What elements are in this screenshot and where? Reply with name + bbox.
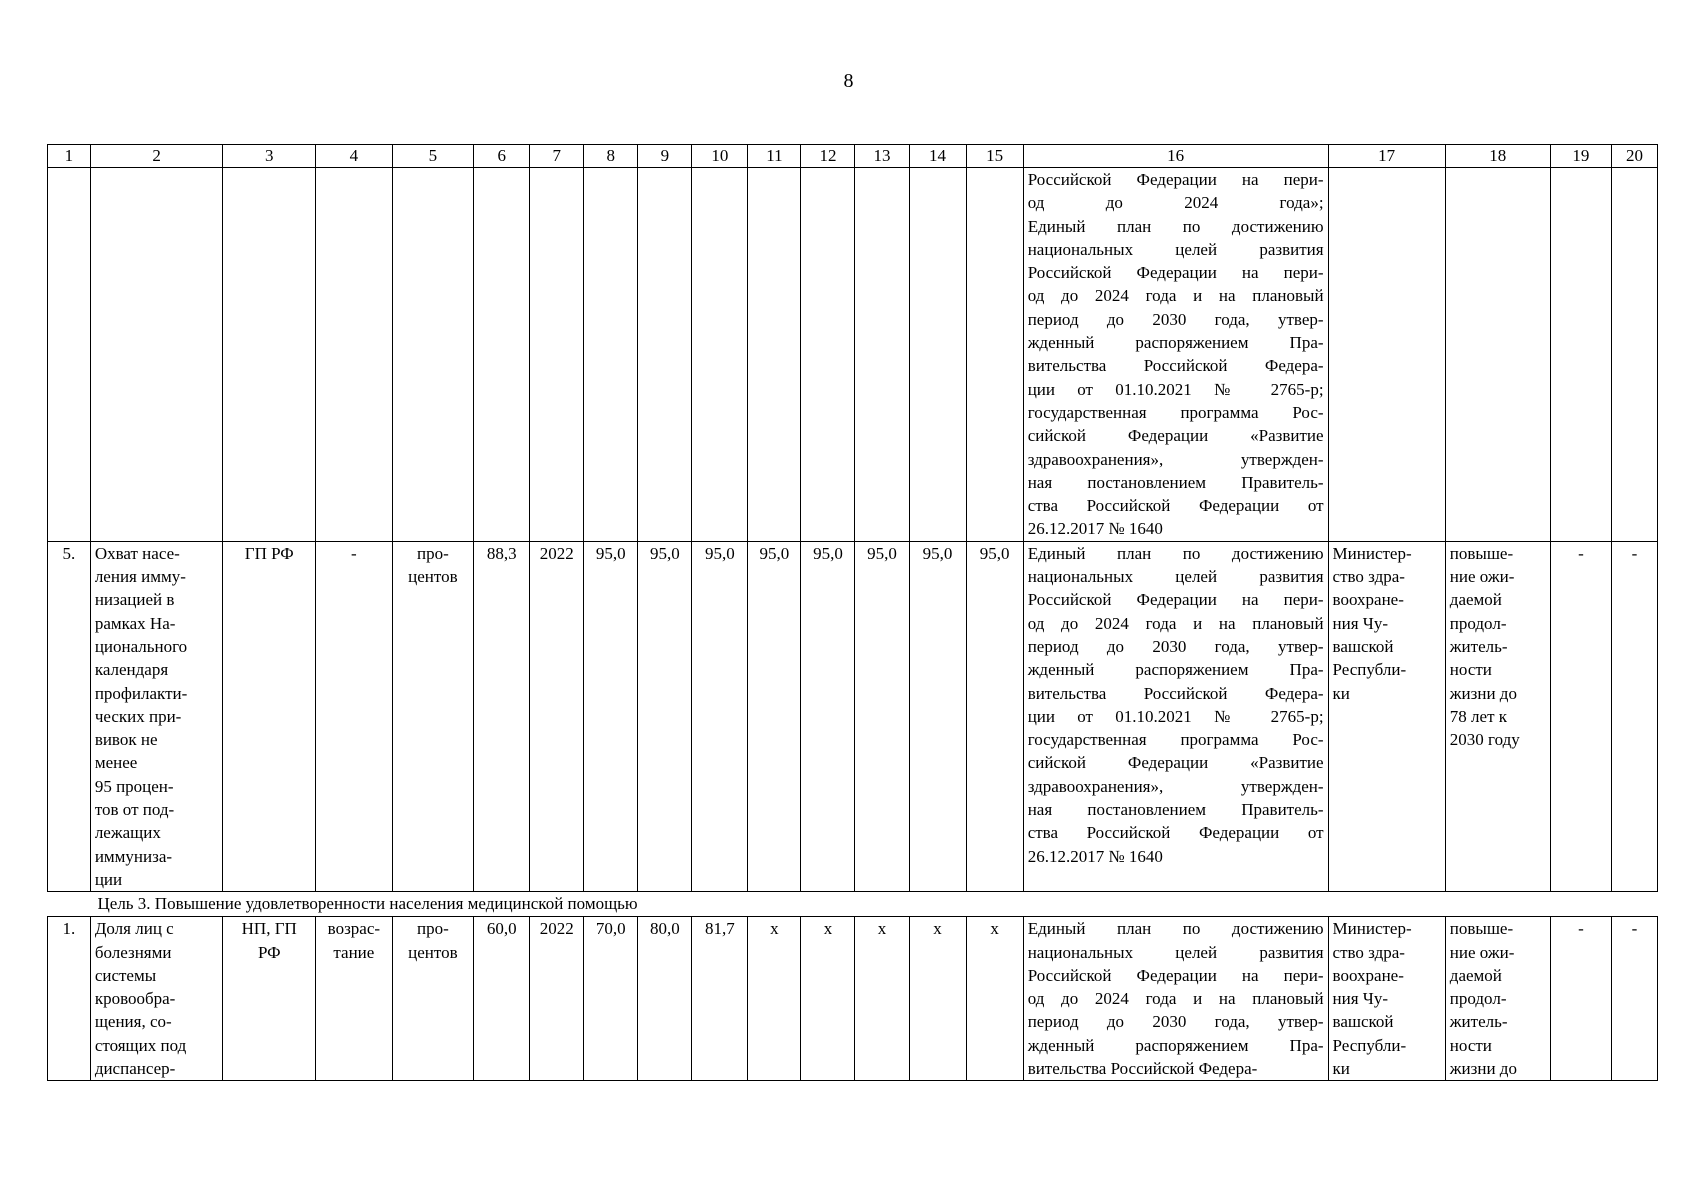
header-cell: 10	[692, 145, 748, 168]
base-value: 88,3	[474, 541, 530, 891]
header-cell: 16	[1023, 145, 1328, 168]
header-cell: 3	[223, 145, 316, 168]
document-line: здравоохранения», утвержден-	[1027, 449, 1324, 469]
document-line: сийской Федерации «Развитие	[1027, 426, 1324, 446]
document-line: Единый план по достижению	[1027, 543, 1324, 563]
unit: про- центов	[392, 917, 474, 1081]
document-line: вительства Российской Федера-	[1027, 683, 1324, 703]
value-cell: 95,0	[748, 541, 801, 891]
value-cell: 80,0	[638, 917, 692, 1081]
document-line: Российской Федерации на пери-	[1027, 590, 1324, 610]
value-cell: 95,0	[638, 541, 692, 891]
value-cell: 95,0	[909, 541, 966, 891]
header-cell: 19	[1550, 145, 1611, 168]
value-cell: х	[966, 917, 1023, 1081]
document-line: ная постановлением Правитель-	[1027, 472, 1324, 492]
value-cell: х	[909, 917, 966, 1081]
document-line: период до 2030 года, утвер-	[1027, 636, 1324, 656]
document-line: Российской Федерации на пери-	[1027, 170, 1324, 189]
row-number: 5.	[48, 541, 91, 891]
header-cell: 6	[474, 145, 530, 168]
document-line: 26.12.2017 № 1640	[1027, 519, 1163, 539]
header-cell: 5	[392, 145, 474, 168]
header-cell: 2	[90, 145, 223, 168]
header-cell: 7	[530, 145, 584, 168]
header-cell: 13	[855, 145, 909, 168]
table-row-indicator-1	[48, 917, 1658, 1081]
header-cell: 12	[801, 145, 855, 168]
document-line: од до 2024 года»;	[1027, 193, 1324, 213]
value-cell: 81,7	[692, 917, 748, 1081]
col-20-cell: -	[1611, 917, 1657, 1081]
documents-cell	[1023, 168, 1328, 542]
header-cell: 1	[48, 145, 91, 168]
goal-row	[48, 892, 1658, 917]
table-row-continued	[48, 168, 1658, 542]
document-line: ции от 01.10.2021 № 2765-р;	[1027, 706, 1324, 726]
responsible-cell: Министер- ство здра- воохране- ния Чу- вашской Республи- ки	[1328, 917, 1445, 1081]
header-cell: 17	[1328, 145, 1445, 168]
base-year: 2022	[530, 541, 584, 891]
document-line: од до 2024 года и на плановый	[1027, 989, 1324, 1009]
value-cell: 95,0	[855, 541, 909, 891]
base-value: 60,0	[474, 917, 530, 1081]
table-row-indicator-5	[48, 541, 1658, 891]
value-cell: 95,0	[692, 541, 748, 891]
documents-cell	[1023, 541, 1328, 891]
value-cell: 70,0	[584, 917, 638, 1081]
indicator-trend: возрас- тание	[316, 917, 392, 1081]
document-line: Единый план по достижению	[1027, 919, 1324, 939]
indicator-name: Охват насе- ления имму- низацией в рамках На- ционального календаря профилакти- ческих при- вивок не менее 95 процен- тов от под- лежащих иммуниза- ции	[90, 541, 223, 891]
documents-cell	[1023, 917, 1328, 1081]
indicator-trend: -	[316, 541, 392, 891]
indicator-name: Доля лиц с болезнями системы кровообра- щения, со- стоящих под диспансер-	[90, 917, 223, 1081]
header-cell: 18	[1445, 145, 1550, 168]
document-line: ства Российской Федерации от	[1027, 823, 1324, 843]
document-line: государственная программа Рос-	[1027, 730, 1324, 750]
header-cell: 8	[584, 145, 638, 168]
value-cell: 95,0	[966, 541, 1023, 891]
header-cell: 15	[966, 145, 1023, 168]
base-year: 2022	[530, 917, 584, 1081]
document-line: вительства Российской Федера-	[1027, 1058, 1258, 1078]
indicators-table	[47, 144, 1658, 1081]
document-line: период до 2030 года, утвер-	[1027, 309, 1324, 329]
goal-link-cell: повыше- ние ожи- даемой продол- житель- ности жизни до 78 лет к 2030 году	[1445, 541, 1550, 891]
header-cell: 4	[316, 145, 392, 168]
document-line: национальных целей развития	[1027, 567, 1324, 587]
header-cell: 9	[638, 145, 692, 168]
document-line: здравоохранения», утвержден-	[1027, 776, 1324, 796]
header-cell: 20	[1611, 145, 1657, 168]
indicator-level: НП, ГП РФ	[223, 917, 316, 1081]
document-line: национальных целей развития	[1027, 942, 1324, 962]
document-line: ная постановлением Правитель-	[1027, 800, 1324, 820]
col-20-cell: -	[1611, 541, 1657, 891]
document-line: Единый план по достижению	[1027, 216, 1324, 236]
document-line: вительства Российской Федера-	[1027, 356, 1324, 376]
col-19-cell: -	[1550, 541, 1611, 891]
value-cell: 95,0	[584, 541, 638, 891]
value-cell: 95,0	[801, 541, 855, 891]
col-19-cell: -	[1550, 917, 1611, 1081]
document-line: 26.12.2017 № 1640	[1027, 846, 1163, 866]
document-line: государственная программа Рос-	[1027, 402, 1324, 422]
value-cell: х	[855, 917, 909, 1081]
column-number-header	[48, 145, 1658, 168]
document-line: национальных целей развития	[1027, 239, 1324, 259]
goal-3-heading: Цель 3. Повышение удовлетворенности населения медицинской помощью	[48, 892, 1658, 917]
document-line: жденный распоряжением Пра-	[1027, 660, 1324, 680]
document-line: ции от 01.10.2021 № 2765-р;	[1027, 379, 1324, 399]
value-cell: х	[801, 917, 855, 1081]
document-line: Российской Федерации на пери-	[1027, 965, 1324, 985]
row-number: 1.	[48, 917, 91, 1081]
header-cell: 14	[909, 145, 966, 168]
document-line: ства Российской Федерации от	[1027, 496, 1324, 516]
goal-link-cell: повыше- ние ожи- даемой продол- житель- ности жизни до	[1445, 917, 1550, 1081]
document-line: период до 2030 года, утвер-	[1027, 1012, 1324, 1032]
document-line: жденный распоряжением Пра-	[1027, 333, 1324, 353]
indicator-level: ГП РФ	[223, 541, 316, 891]
document-line: Российской Федерации на пери-	[1027, 263, 1324, 283]
unit: про- центов	[392, 541, 474, 891]
document-line: од до 2024 года и на плановый	[1027, 613, 1324, 633]
document-line: од до 2024 года и на плановый	[1027, 286, 1324, 306]
document-line: сийской Федерации «Развитие	[1027, 753, 1324, 773]
value-cell: х	[748, 917, 801, 1081]
document-line: жденный распоряжением Пра-	[1027, 1035, 1324, 1055]
responsible-cell: Министер- ство здра- воохране- ния Чу- вашской Республи- ки	[1328, 541, 1445, 891]
header-cell: 11	[748, 145, 801, 168]
page-number: 8	[843, 70, 854, 92]
